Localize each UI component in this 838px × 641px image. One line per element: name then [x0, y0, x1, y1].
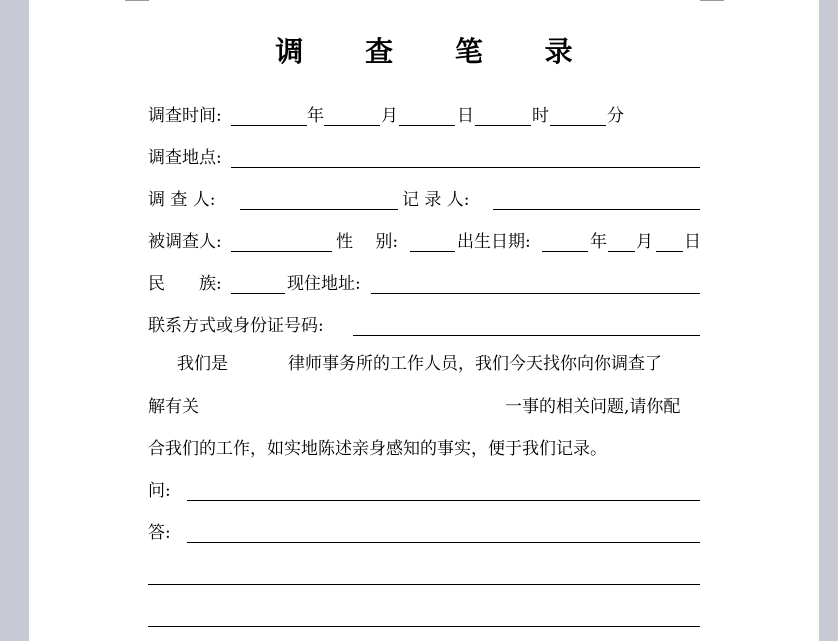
- gender-label: 性 别:: [336, 232, 399, 252]
- document-title: 调 查 笔 录: [275, 35, 599, 68]
- answer-blank-line[interactable]: [148, 584, 700, 585]
- row-ethnic-address: [148, 272, 700, 296]
- birth-label: 出生日期:: [457, 232, 531, 252]
- birth-month-label: 月: [636, 232, 653, 252]
- row-answer-continued-1: [148, 563, 700, 587]
- place-blank[interactable]: [231, 167, 700, 168]
- birth-month-blank[interactable]: [608, 251, 635, 252]
- minute-blank[interactable]: [550, 125, 606, 126]
- answer-blank-line[interactable]: [148, 626, 700, 627]
- hour-label: 时: [532, 106, 549, 126]
- row-answer-continued-2: [148, 605, 700, 629]
- intro-line-1a: 我们是: [177, 354, 228, 374]
- document-page: [29, 0, 819, 641]
- day-label: 日: [457, 106, 474, 126]
- row-investigator: [148, 188, 700, 212]
- birth-year-blank[interactable]: [542, 251, 588, 252]
- month-label: 月: [381, 106, 398, 126]
- subject-blank[interactable]: [231, 251, 332, 252]
- investigator-label: 调 查 人:: [148, 190, 216, 210]
- contact-label: 联系方式或身份证号码:: [148, 316, 324, 336]
- birth-day-blank[interactable]: [656, 251, 683, 252]
- subject-label: 被调查人:: [148, 232, 222, 252]
- page-corner-mark-left: [125, 0, 149, 1]
- birth-day-label: 日: [684, 232, 701, 252]
- place-label: 调查地点:: [148, 148, 222, 168]
- ethnic-blank[interactable]: [231, 293, 285, 294]
- birth-year-label: 年: [590, 232, 607, 252]
- row-investigation-place: [148, 146, 700, 170]
- address-blank[interactable]: [371, 293, 700, 294]
- intro-line-1b: 律师事务所的工作人员，我们今天找你向你调查了: [288, 354, 662, 374]
- row-answer: [148, 521, 700, 545]
- recorder-blank[interactable]: [493, 209, 700, 210]
- contact-blank[interactable]: [353, 335, 700, 336]
- hour-blank[interactable]: [475, 125, 531, 126]
- page-corner-mark-right: [700, 0, 724, 1]
- answer-label: 答:: [148, 523, 171, 543]
- day-blank[interactable]: [399, 125, 455, 126]
- gender-blank[interactable]: [410, 251, 455, 252]
- investigator-blank[interactable]: [240, 209, 398, 210]
- address-label: 现住地址:: [287, 274, 361, 294]
- question-blank[interactable]: [187, 500, 700, 501]
- row-subject: [148, 230, 700, 254]
- minute-label: 分: [607, 106, 624, 126]
- month-blank[interactable]: [324, 125, 380, 126]
- row-investigation-time: [148, 104, 700, 128]
- year-label: 年: [307, 106, 324, 126]
- ethnic-label: 民 族:: [148, 274, 222, 294]
- time-label: 调查时间:: [148, 106, 222, 126]
- row-contact: [148, 314, 700, 338]
- year-blank[interactable]: [231, 125, 307, 126]
- intro-line-2a: 解有关: [148, 397, 199, 417]
- question-label: 问:: [148, 481, 171, 501]
- answer-blank[interactable]: [187, 542, 700, 543]
- intro-line-3: 合我们的工作，如实地陈述亲身感知的事实，便于我们记录。: [148, 439, 607, 459]
- intro-line-2b: 一事的相关问题,请你配: [505, 397, 681, 417]
- row-question: [148, 479, 700, 503]
- recorder-label: 记 录 人:: [402, 190, 470, 210]
